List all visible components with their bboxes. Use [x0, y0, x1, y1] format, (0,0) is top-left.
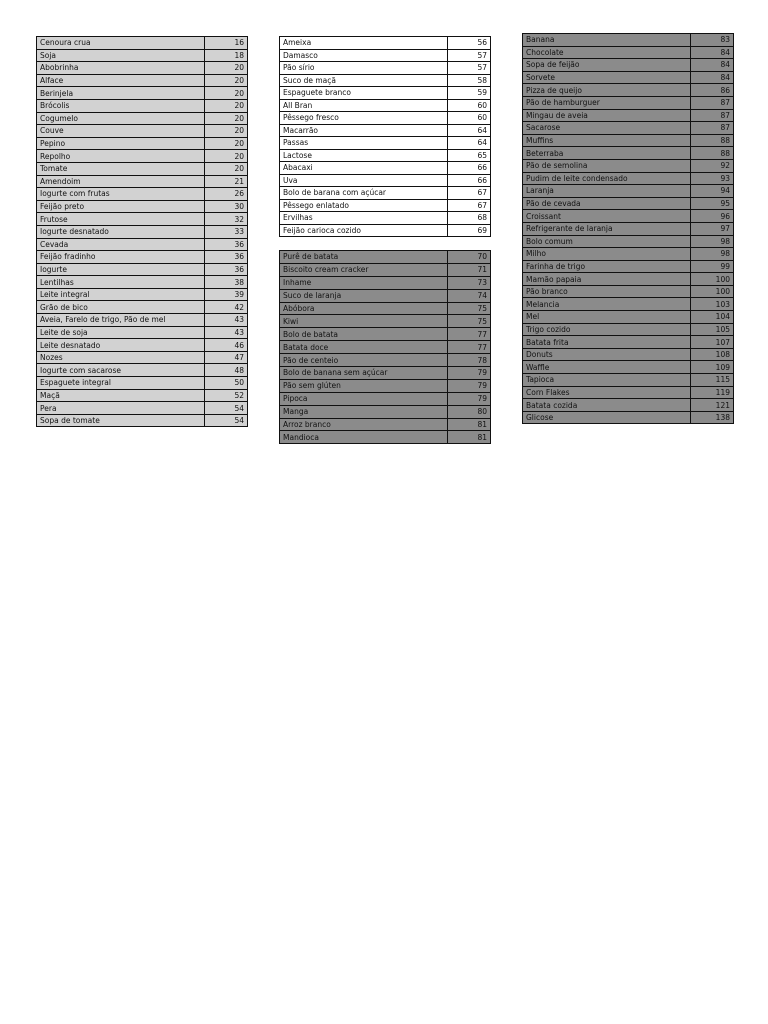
food-name-cell: Suco de laranja	[280, 289, 448, 302]
table-row	[37, 112, 248, 125]
gi-value-cell: 20	[205, 162, 248, 175]
food-name-cell: Feijão carioca cozido	[280, 224, 448, 237]
gi-value-cell: 20	[205, 74, 248, 87]
table-row	[280, 87, 491, 100]
table-row	[523, 122, 734, 135]
food-name-cell: Mandioca	[280, 431, 448, 444]
gi-value-cell: 33	[205, 225, 248, 238]
gi-value-cell: 30	[205, 200, 248, 213]
table-row	[523, 46, 734, 59]
food-name-cell: Bolo de banana sem açúcar	[280, 367, 448, 380]
gi-value-cell: 64	[448, 124, 491, 137]
gi-value-cell: 20	[205, 150, 248, 163]
table-row	[280, 49, 491, 62]
table-row	[523, 185, 734, 198]
food-name-cell: Batata doce	[280, 341, 448, 354]
table-row	[37, 62, 248, 75]
food-name-cell: Mel	[523, 311, 691, 324]
food-name-cell: Melancia	[523, 298, 691, 311]
gi-value-cell: 73	[448, 276, 491, 289]
food-name-cell: Mingau de aveia	[523, 109, 691, 122]
food-name-cell: Abacaxi	[280, 162, 448, 175]
gi-value-cell: 60	[448, 112, 491, 125]
food-name-cell: Suco de maçã	[280, 74, 448, 87]
gi-value-cell: 100	[691, 273, 734, 286]
gi-value-cell: 78	[448, 354, 491, 367]
table-row	[37, 326, 248, 339]
gi-value-cell: 86	[691, 84, 734, 97]
food-name-cell: Trigo cozido	[523, 323, 691, 336]
table-row	[37, 238, 248, 251]
table-row	[523, 411, 734, 424]
table-row	[523, 348, 734, 361]
food-name-cell: Brócolis	[37, 99, 205, 112]
table-row	[523, 336, 734, 349]
gi-value-cell: 98	[691, 248, 734, 261]
table-row	[280, 328, 491, 341]
table-row	[523, 109, 734, 122]
gi-value-cell: 59	[448, 87, 491, 100]
food-name-cell: Pão de cevada	[523, 197, 691, 210]
gi-value-cell: 84	[691, 46, 734, 59]
food-name-cell: Pão sírio	[280, 62, 448, 75]
gi-value-cell: 66	[448, 174, 491, 187]
table-high-gi-part1	[279, 250, 491, 444]
food-name-cell: Lentilhas	[37, 276, 205, 289]
food-name-cell: Cevada	[37, 238, 205, 251]
table-row	[280, 174, 491, 187]
table-row	[37, 225, 248, 238]
table-row	[37, 339, 248, 352]
food-name-cell: Pêssego enlatado	[280, 199, 448, 212]
food-name-cell: Macarrão	[280, 124, 448, 137]
gi-value-cell: 43	[205, 326, 248, 339]
table-row	[280, 187, 491, 200]
food-name-cell: Bolo comum	[523, 235, 691, 248]
table-row	[523, 210, 734, 223]
table-row	[37, 402, 248, 415]
table-row	[523, 96, 734, 109]
table-row	[37, 276, 248, 289]
food-name-cell: Pão de semolina	[523, 159, 691, 172]
gi-value-cell: 18	[205, 49, 248, 62]
gi-value-cell: 65	[448, 149, 491, 162]
table-row	[37, 314, 248, 327]
gi-value-cell: 26	[205, 188, 248, 201]
table-row	[280, 99, 491, 112]
table-row	[280, 112, 491, 125]
table-row	[280, 289, 491, 302]
food-name-cell: Arroz branco	[280, 418, 448, 431]
gi-value-cell: 98	[691, 235, 734, 248]
table-row	[280, 315, 491, 328]
table-row	[280, 37, 491, 50]
gi-value-cell: 60	[448, 99, 491, 112]
table-row	[523, 285, 734, 298]
food-name-cell: Corn Flakes	[523, 386, 691, 399]
gi-value-cell: 87	[691, 122, 734, 135]
food-name-cell: Manga	[280, 405, 448, 418]
food-name-cell: Tomate	[37, 162, 205, 175]
table-high-gi-part2	[522, 33, 734, 424]
food-name-cell: Aveia, Farelo de trigo, Pão de mel	[37, 314, 205, 327]
gi-value-cell: 67	[448, 199, 491, 212]
food-name-cell: Pera	[37, 402, 205, 415]
gi-value-cell: 74	[448, 289, 491, 302]
food-name-cell: Iogurte desnatado	[37, 225, 205, 238]
gi-value-cell: 38	[205, 276, 248, 289]
food-name-cell: Pêssego fresco	[280, 112, 448, 125]
gi-value-cell: 79	[448, 367, 491, 380]
gi-value-cell: 50	[205, 377, 248, 390]
gi-value-cell: 66	[448, 162, 491, 175]
table-row	[523, 386, 734, 399]
table-row	[280, 354, 491, 367]
gi-value-cell: 71	[448, 263, 491, 276]
food-name-cell: Ervilhas	[280, 212, 448, 225]
table-row	[37, 200, 248, 213]
table-row	[280, 137, 491, 150]
table-row	[280, 367, 491, 380]
gi-value-cell: 84	[691, 71, 734, 84]
table-row	[280, 392, 491, 405]
table-row	[37, 37, 248, 50]
table-row	[280, 199, 491, 212]
table-row	[523, 222, 734, 235]
food-name-cell: Kiwi	[280, 315, 448, 328]
table-row	[280, 276, 491, 289]
gi-value-cell: 39	[205, 288, 248, 301]
gi-value-cell: 81	[448, 418, 491, 431]
table-row	[523, 260, 734, 273]
gi-value-cell: 81	[448, 431, 491, 444]
food-name-cell: Laranja	[523, 185, 691, 198]
table-row	[37, 175, 248, 188]
food-name-cell: Biscoito cream cracker	[280, 263, 448, 276]
food-name-cell: Farinha de trigo	[523, 260, 691, 273]
gi-value-cell: 95	[691, 197, 734, 210]
table-row	[37, 150, 248, 163]
table-row	[280, 224, 491, 237]
gi-value-cell: 77	[448, 341, 491, 354]
gi-value-cell: 87	[691, 109, 734, 122]
gi-value-cell: 43	[205, 314, 248, 327]
table-row	[37, 125, 248, 138]
table-row	[37, 213, 248, 226]
gi-value-cell: 56	[448, 37, 491, 50]
table-row	[37, 251, 248, 264]
food-name-cell: Pudim de leite condensado	[523, 172, 691, 185]
gi-value-cell: 109	[691, 361, 734, 374]
gi-value-cell: 103	[691, 298, 734, 311]
table-row	[37, 414, 248, 427]
table-row	[523, 134, 734, 147]
table-row	[280, 149, 491, 162]
table-row	[37, 188, 248, 201]
food-name-cell: Beterraba	[523, 147, 691, 160]
food-name-cell: Sorvete	[523, 71, 691, 84]
table-row	[280, 162, 491, 175]
food-name-cell: Sopa de tomate	[37, 414, 205, 427]
table-row	[523, 273, 734, 286]
gi-value-cell: 20	[205, 137, 248, 150]
gi-value-cell: 100	[691, 285, 734, 298]
table-row	[280, 263, 491, 276]
food-name-cell: Pão sem glúten	[280, 379, 448, 392]
table-row	[37, 351, 248, 364]
table-row	[37, 87, 248, 100]
gi-value-cell: 20	[205, 125, 248, 138]
gi-value-cell: 115	[691, 374, 734, 387]
gi-value-cell: 16	[205, 37, 248, 50]
gi-value-cell: 20	[205, 87, 248, 100]
food-name-cell: Feijão preto	[37, 200, 205, 213]
food-name-cell: Sopa de feijão	[523, 59, 691, 72]
gi-value-cell: 52	[205, 389, 248, 402]
food-name-cell: All Bran	[280, 99, 448, 112]
food-name-cell: Pão de hamburguer	[523, 96, 691, 109]
food-name-cell: Leite integral	[37, 288, 205, 301]
table-row	[280, 124, 491, 137]
gi-value-cell: 36	[205, 238, 248, 251]
table-row	[37, 263, 248, 276]
gi-value-cell: 83	[691, 34, 734, 47]
gi-value-cell: 97	[691, 222, 734, 235]
gi-value-cell: 64	[448, 137, 491, 150]
food-name-cell: Bolo de barana com açúcar	[280, 187, 448, 200]
food-name-cell: Frutose	[37, 213, 205, 226]
food-name-cell: Croissant	[523, 210, 691, 223]
table-row	[37, 137, 248, 150]
food-name-cell: Maçã	[37, 389, 205, 402]
table-body	[280, 37, 491, 237]
gi-value-cell: 20	[205, 99, 248, 112]
gi-value-cell: 20	[205, 62, 248, 75]
food-name-cell: Batata frita	[523, 336, 691, 349]
gi-value-cell: 107	[691, 336, 734, 349]
table-row	[280, 251, 491, 264]
table-low-gi	[36, 36, 248, 427]
gi-value-cell: 88	[691, 147, 734, 160]
gi-value-cell: 58	[448, 74, 491, 87]
gi-value-cell: 138	[691, 411, 734, 424]
table-body	[37, 37, 248, 427]
table-row	[523, 34, 734, 47]
gi-value-cell: 79	[448, 379, 491, 392]
table-row	[523, 59, 734, 72]
food-name-cell: Pizza de queijo	[523, 84, 691, 97]
food-name-cell: Amendoim	[37, 175, 205, 188]
gi-value-cell: 87	[691, 96, 734, 109]
gi-value-cell: 84	[691, 59, 734, 72]
table-row	[37, 377, 248, 390]
food-name-cell: Abóbora	[280, 302, 448, 315]
table-body	[523, 34, 734, 424]
table-row	[280, 62, 491, 75]
food-name-cell: Batata cozida	[523, 399, 691, 412]
food-name-cell: Donuts	[523, 348, 691, 361]
food-name-cell: Iogurte com frutas	[37, 188, 205, 201]
gi-value-cell: 99	[691, 260, 734, 273]
table-row	[523, 248, 734, 261]
food-name-cell: Iogurte com sacarose	[37, 364, 205, 377]
gi-value-cell: 36	[205, 251, 248, 264]
table-row	[523, 147, 734, 160]
table-row	[523, 159, 734, 172]
table-row	[523, 235, 734, 248]
gi-value-cell: 54	[205, 402, 248, 415]
food-name-cell: Repolho	[37, 150, 205, 163]
table-row	[37, 364, 248, 377]
food-name-cell: Mamão papaia	[523, 273, 691, 286]
table-row	[37, 49, 248, 62]
gi-value-cell: 47	[205, 351, 248, 364]
gi-value-cell: 70	[448, 251, 491, 264]
table-medium-gi	[279, 36, 491, 237]
food-name-cell: Leite de soja	[37, 326, 205, 339]
table-row	[523, 323, 734, 336]
table-row	[280, 431, 491, 444]
gi-value-cell: 96	[691, 210, 734, 223]
food-name-cell: Tapioca	[523, 374, 691, 387]
food-name-cell: Iogurte	[37, 263, 205, 276]
food-name-cell: Muffins	[523, 134, 691, 147]
food-name-cell: Couve	[37, 125, 205, 138]
gi-value-cell: 121	[691, 399, 734, 412]
gi-value-cell: 21	[205, 175, 248, 188]
table-row	[280, 341, 491, 354]
gi-value-cell: 80	[448, 405, 491, 418]
table-row	[523, 172, 734, 185]
gi-value-cell: 93	[691, 172, 734, 185]
table-row	[37, 301, 248, 314]
table-row	[37, 99, 248, 112]
food-name-cell: Damasco	[280, 49, 448, 62]
table-row	[37, 389, 248, 402]
gi-value-cell: 20	[205, 112, 248, 125]
food-name-cell: Abobrinha	[37, 62, 205, 75]
food-name-cell: Refrigerante de laranja	[523, 222, 691, 235]
food-name-cell: Leite desnatado	[37, 339, 205, 352]
table-row	[523, 361, 734, 374]
table-row	[523, 311, 734, 324]
food-name-cell: Banana	[523, 34, 691, 47]
food-name-cell: Espaguete branco	[280, 87, 448, 100]
food-name-cell: Chocolate	[523, 46, 691, 59]
gi-value-cell: 79	[448, 392, 491, 405]
table-row	[280, 74, 491, 87]
food-name-cell: Espaguete integral	[37, 377, 205, 390]
food-name-cell: Feijão fradinho	[37, 251, 205, 264]
gi-value-cell: 32	[205, 213, 248, 226]
table-row	[280, 405, 491, 418]
table-row	[37, 74, 248, 87]
table-row	[280, 379, 491, 392]
gi-value-cell: 75	[448, 302, 491, 315]
table-row	[523, 374, 734, 387]
gi-value-cell: 36	[205, 263, 248, 276]
table-row	[37, 162, 248, 175]
gi-value-cell: 77	[448, 328, 491, 341]
gi-value-cell: 119	[691, 386, 734, 399]
table-row	[523, 399, 734, 412]
table-row	[523, 84, 734, 97]
table-body	[280, 251, 491, 444]
gi-value-cell: 46	[205, 339, 248, 352]
food-name-cell: Cogumelo	[37, 112, 205, 125]
food-name-cell: Waffle	[523, 361, 691, 374]
gi-value-cell: 108	[691, 348, 734, 361]
table-row	[280, 418, 491, 431]
gi-value-cell: 69	[448, 224, 491, 237]
table-row	[523, 298, 734, 311]
food-name-cell: Pipoca	[280, 392, 448, 405]
table-row	[280, 302, 491, 315]
gi-value-cell: 104	[691, 311, 734, 324]
food-name-cell: Glicose	[523, 411, 691, 424]
food-name-cell: Pepino	[37, 137, 205, 150]
food-name-cell: Alface	[37, 74, 205, 87]
food-name-cell: Berinjela	[37, 87, 205, 100]
food-name-cell: Grão de bico	[37, 301, 205, 314]
food-name-cell: Pão branco	[523, 285, 691, 298]
food-name-cell: Sacarose	[523, 122, 691, 135]
gi-value-cell: 92	[691, 159, 734, 172]
gi-value-cell: 67	[448, 187, 491, 200]
food-name-cell: Passas	[280, 137, 448, 150]
food-name-cell: Cenoura crua	[37, 37, 205, 50]
gi-value-cell: 94	[691, 185, 734, 198]
gi-value-cell: 57	[448, 49, 491, 62]
gi-value-cell: 68	[448, 212, 491, 225]
food-name-cell: Purê de batata	[280, 251, 448, 264]
food-name-cell: Milho	[523, 248, 691, 261]
food-name-cell: Lactose	[280, 149, 448, 162]
food-name-cell: Inhame	[280, 276, 448, 289]
table-row	[37, 288, 248, 301]
gi-value-cell: 57	[448, 62, 491, 75]
food-name-cell: Bolo de batata	[280, 328, 448, 341]
food-name-cell: Pão de centeio	[280, 354, 448, 367]
gi-value-cell: 54	[205, 414, 248, 427]
food-name-cell: Uva	[280, 174, 448, 187]
food-name-cell: Nozes	[37, 351, 205, 364]
gi-value-cell: 42	[205, 301, 248, 314]
table-row	[523, 71, 734, 84]
gi-value-cell: 105	[691, 323, 734, 336]
table-row	[523, 197, 734, 210]
gi-value-cell: 88	[691, 134, 734, 147]
table-row	[280, 212, 491, 225]
food-name-cell: Ameixa	[280, 37, 448, 50]
gi-value-cell: 48	[205, 364, 248, 377]
food-name-cell: Soja	[37, 49, 205, 62]
gi-value-cell: 75	[448, 315, 491, 328]
